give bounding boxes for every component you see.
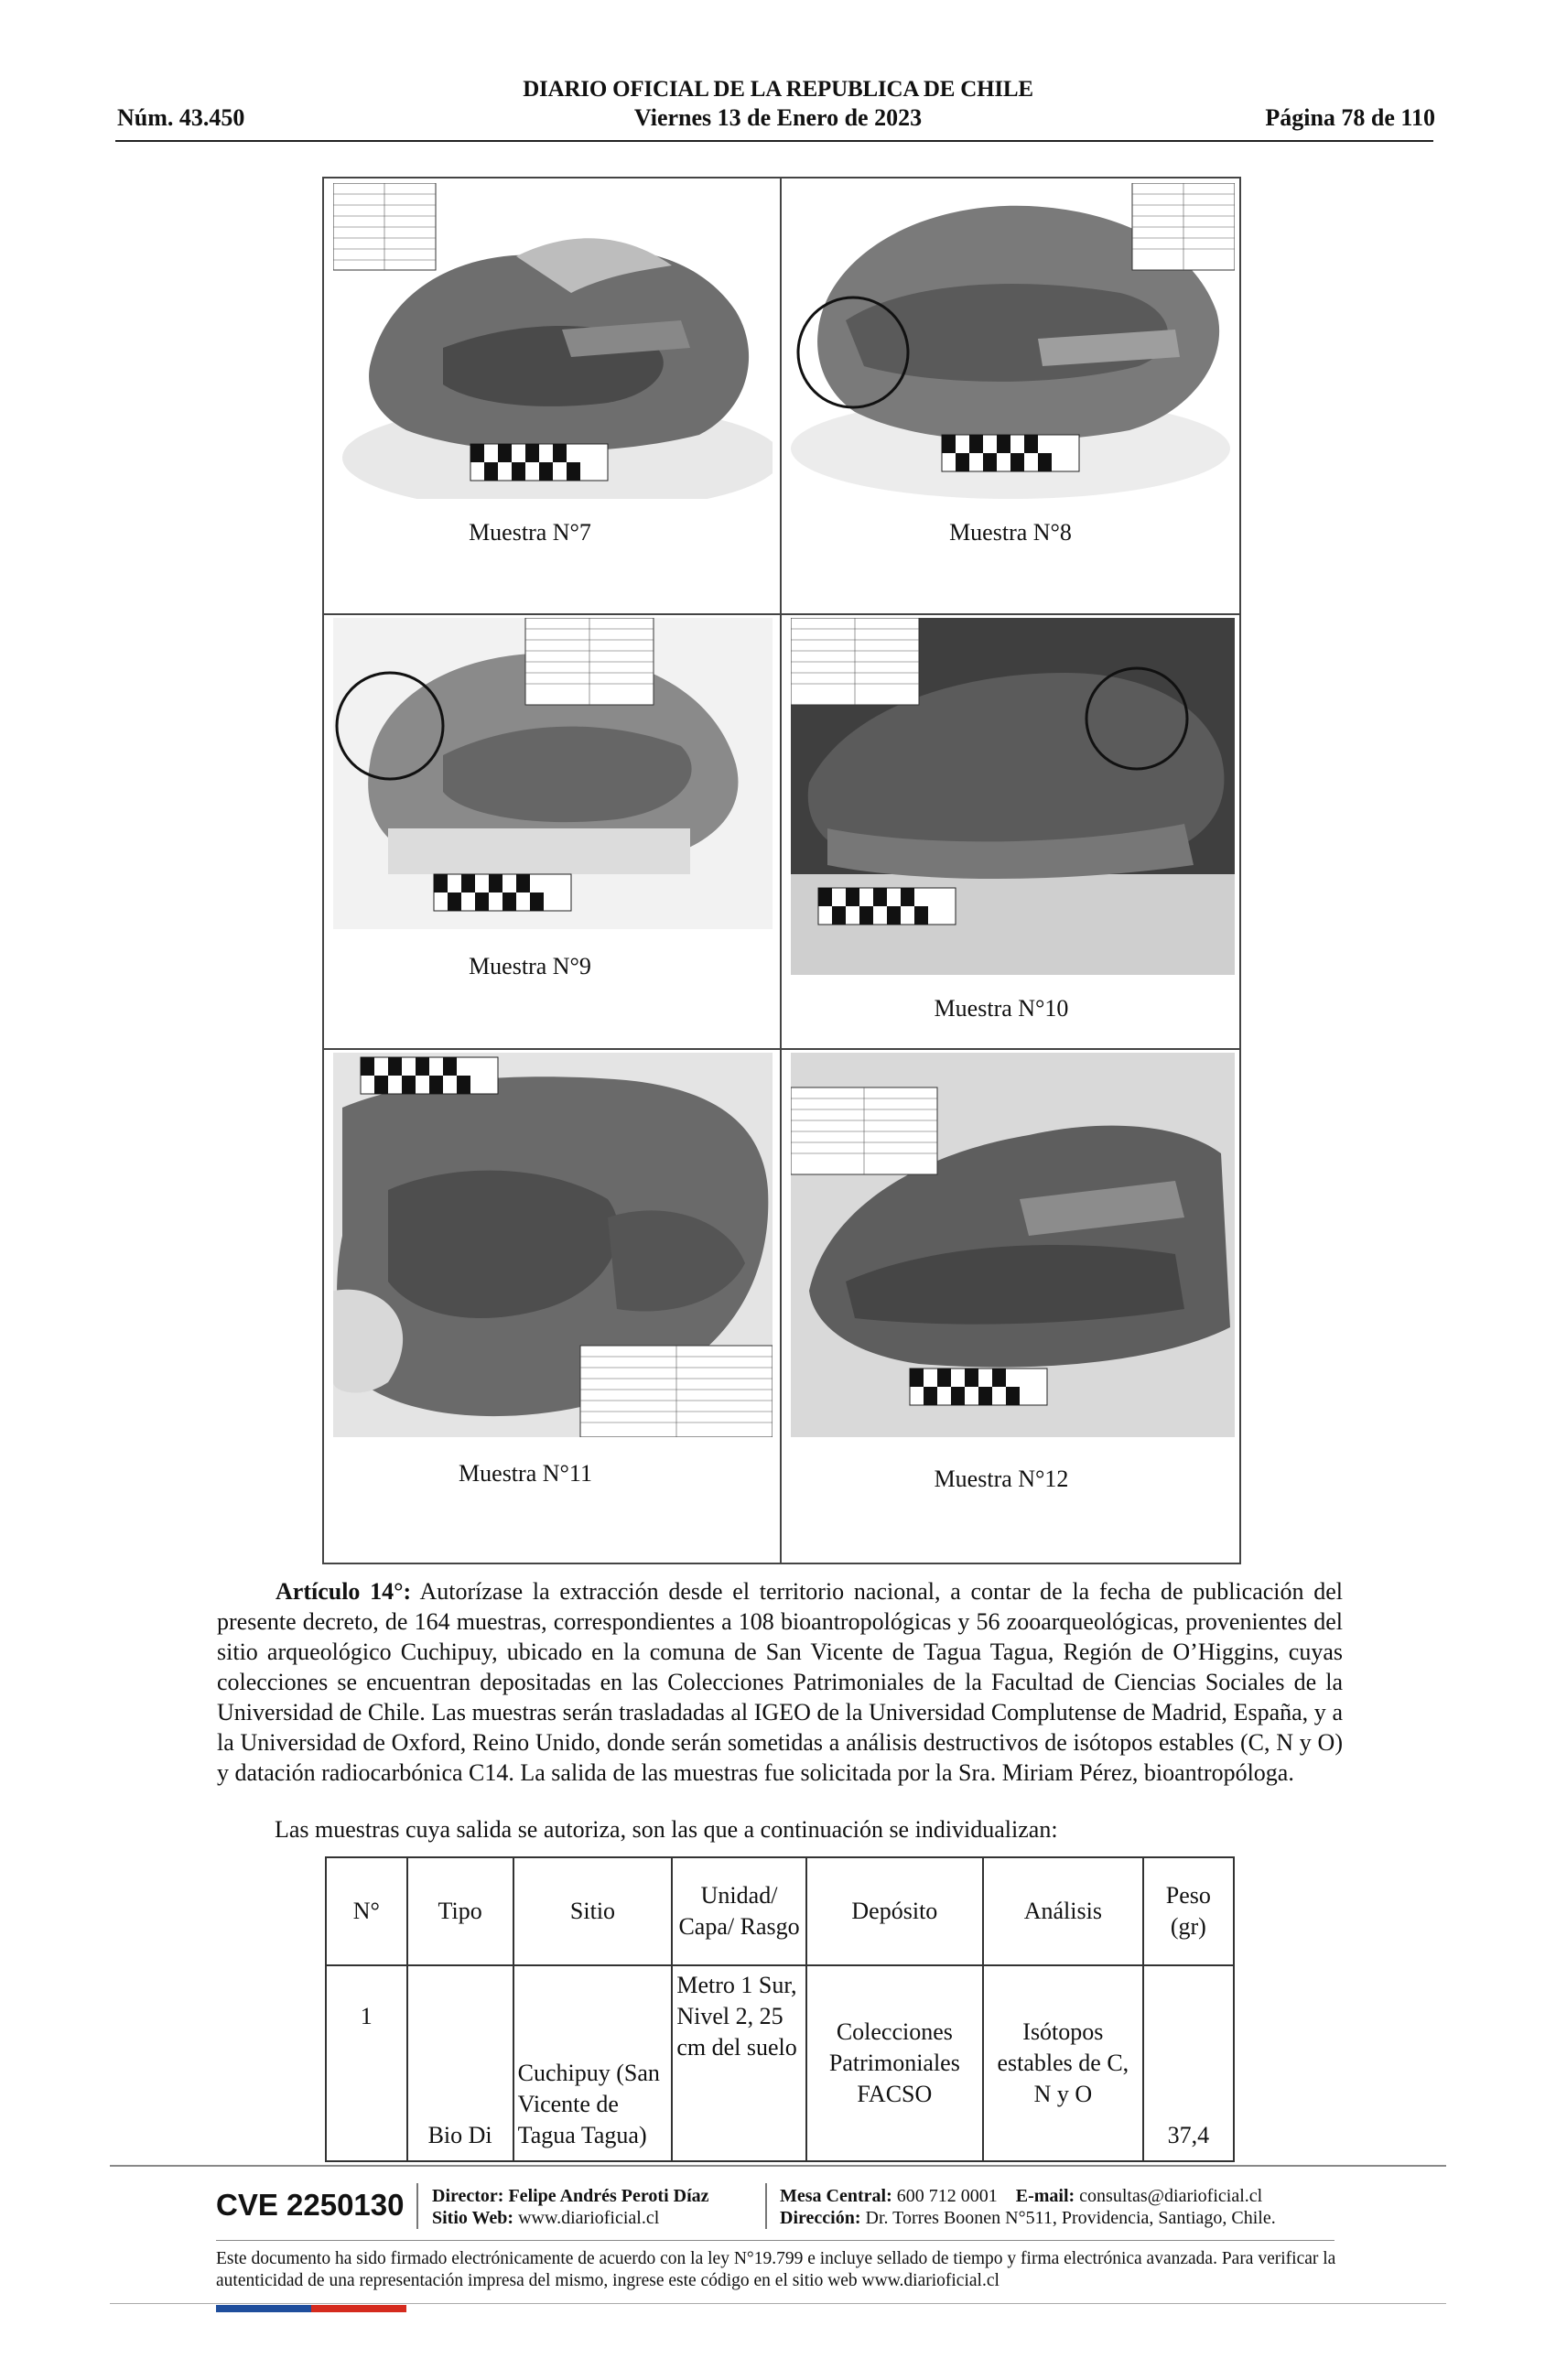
footer-separator-1 [416,2183,418,2229]
flag-stripe-red [311,2305,406,2312]
caption-muestra-7: Muestra N°7 [469,519,591,546]
newspaper-title: DIARIO OFICIAL DE LA REPUBLICA DE CHILE [523,77,1033,102]
table-row [326,1965,1234,2161]
samples-table [325,1856,1235,2162]
sample-photo-7 [333,183,773,499]
web-label: Sitio Web: [432,2208,514,2228]
footer-divider-bottom [110,2303,1446,2304]
col-header-unidad: Unidad/ Capa/ Rasgo [672,1857,805,1965]
footer-contact-block [780,2185,1276,2229]
footer-divider-top [110,2165,1446,2167]
caption-muestra-10: Muestra N°10 [934,995,1069,1022]
web-link[interactable]: www.diarioficial.cl [518,2208,660,2228]
email-link[interactable]: consultas@diarioficial.cl [1079,2186,1263,2206]
grid-divider-row1 [324,613,1239,615]
signature-note: Este documento ha sido firmado electrónicamente de acuerdo con la ley N°19.799 e incluye sellado de tiempo y firma electrónica avanzada. Para verificar la autenticidad de una representación impresa del mismo, ingrese este código en el sitio web www.diarioficial.cl [216,2249,1336,2290]
caption-muestra-11: Muestra N°11 [459,1460,592,1487]
grid-divider-row2 [324,1048,1239,1050]
address-label: Dirección: [780,2208,861,2228]
table-header-row [326,1857,1234,1965]
article-14-paragraph [217,1576,1343,1788]
sample-photo-12 [791,1053,1235,1437]
col-header-deposito: Depósito [806,1857,983,1965]
grid-divider-vertical [780,178,782,1563]
cell-sitio: Cuchipuy (San Vicente de Tagua Tagua) [513,1965,673,2161]
col-header-sitio: Sitio [513,1857,673,1965]
caption-muestra-8: Muestra N°8 [949,519,1072,546]
flag-stripe-blue [216,2305,311,2312]
mesa-label: Mesa Central: [780,2186,892,2206]
col-header-peso: Peso (gr) [1143,1857,1234,1965]
col-header-tipo: Tipo [407,1857,513,1965]
footer-director-block [432,2185,709,2229]
sample-photo-8 [791,183,1235,499]
address-text: Dr. Torres Boonen N°511, Providencia, Santiago, Chile. [865,2208,1276,2228]
col-header-analisis: Análisis [983,1857,1143,1965]
footer-divider-mid [216,2240,1334,2241]
cell-unidad: Metro 1 Sur, Nivel 2, 25 cm del suelo [672,1965,805,2161]
article-heading: Artículo 14°: [276,1578,412,1605]
col-header-n: N° [326,1857,407,1965]
footer-separator-2 [765,2183,767,2229]
caption-muestra-9: Muestra N°9 [469,953,591,979]
email-label: E-mail: [1015,2186,1075,2206]
cell-deposito: Colecciones Patrimoniales FACSO [806,1965,983,2161]
cell-tipo: Bio Di [407,1965,513,2161]
article-body: Autorízase la extracción desde el territorio nacional, a contar de la fecha de publicación del presente decreto, de 164 muestras, correspondientes a 108 bioantropológicas y 56 zooarqueológicas, provenientes del sitio arqueológico Cuchipuy, ubicado en la comuna de San Vicente de Tagua Tagua, Región de O’Higgins, cuyas colecciones se encuentran depositadas en las Colecciones Patrimoniales de la Facultad de Ciencias Sociales de la Universidad de Chile. Las muestras serán trasladadas al IGEO de la Universidad Complutense de Madrid, España, y a la Universidad de Oxford, Reino Unido, donde serán sometidas a análisis destructivos de isótopos estables (C, N y O) y datación radiocarbónica C14. La salida de las muestras fue solicitada por la Sra. Miriam Pérez, bioantropóloga. [217,1578,1343,1786]
sample-photo-grid [322,177,1241,1564]
sample-photo-11 [333,1053,773,1437]
issue-date: Viernes 13 de Enero de 2023 [633,104,923,131]
issue-number: Núm. 43.450 [117,104,245,131]
mesa-phone: 600 712 0001 [896,2186,998,2206]
cell-n: 1 [326,1965,407,2161]
cve-code: CVE 2250130 [216,2188,405,2222]
caption-muestra-12: Muestra N°12 [934,1466,1069,1492]
page-number: Página 78 de 110 [1265,104,1435,131]
director-name: Felipe Andrés Peroti Díaz [508,2186,709,2206]
cell-analisis: Isótopos estables de C, N y O [983,1965,1143,2161]
sample-photo-10 [791,618,1235,975]
sample-photo-9 [333,618,773,929]
table-intro: Las muestras cuya salida se autoriza, son las que a continuación se individualizan: [275,1816,1058,1843]
cell-peso: 37,4 [1143,1965,1234,2161]
director-label: Director: [432,2186,504,2206]
header-divider [115,140,1433,142]
